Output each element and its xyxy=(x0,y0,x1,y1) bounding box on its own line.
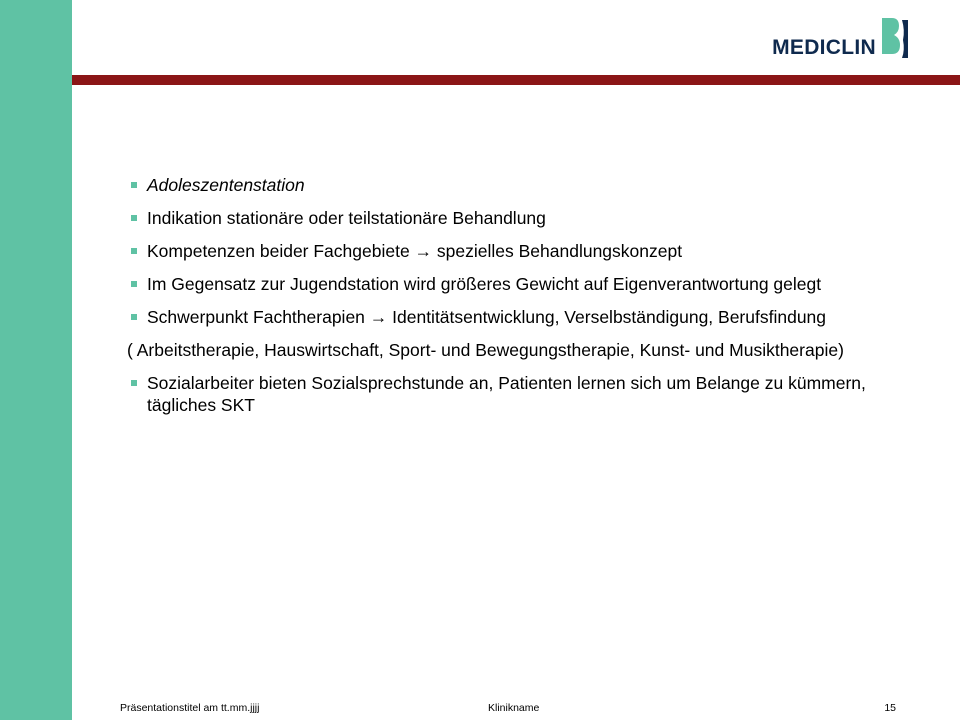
bullet-icon xyxy=(131,215,137,221)
list-item xyxy=(127,306,917,328)
list-item xyxy=(127,207,917,229)
header-rule xyxy=(72,75,960,85)
mediclin-logo xyxy=(772,14,908,62)
list-item-text: Adoleszentenstation xyxy=(147,175,305,195)
bullet-icon xyxy=(131,380,137,386)
logo-mark-icon xyxy=(882,18,908,62)
list-item-text: Kompetenzen beider Fachgebiete → spezielles Behandlungskonzept xyxy=(147,241,683,261)
logo-text: MEDICLIN xyxy=(772,36,876,59)
bullet-icon xyxy=(131,182,137,188)
list-item-note xyxy=(127,339,917,361)
list-item-text: ( Arbeitstherapie, Hauswirtschaft, Sport- und Bewegungstherapie, Kunst- und Musiktherapie) xyxy=(127,340,844,360)
bullet-icon xyxy=(131,248,137,254)
bullet-icon xyxy=(131,314,137,320)
list-item xyxy=(127,372,917,416)
list-item xyxy=(127,240,917,262)
side-accent-bar xyxy=(0,0,72,720)
list-item-text: Indikation stationäre oder teilstationäre Behandlung xyxy=(147,208,546,228)
list-item-text: Sozialarbeiter bieten Sozialsprechstunde an, Patienten lernen sich um Belange zu kümmern, tägliches SKT xyxy=(147,373,866,415)
footer-page-number: 15 xyxy=(884,702,896,714)
footer-clinic-name: Klinikname xyxy=(488,702,540,714)
footer-presentation-title: Präsentationstitel am tt.mm.jjjj xyxy=(120,702,260,714)
bullet-list xyxy=(127,174,917,427)
list-item-text: Schwerpunkt Fachtherapien → Identitätsentwicklung, Verselbständigung, Berufsfindung xyxy=(147,307,827,327)
list-item-text: Im Gegensatz zur Jugendstation wird größeres Gewicht auf Eigenverantwortung gelegt xyxy=(147,274,822,294)
list-item xyxy=(127,273,917,295)
bullet-icon xyxy=(131,281,137,287)
list-item xyxy=(127,174,917,196)
